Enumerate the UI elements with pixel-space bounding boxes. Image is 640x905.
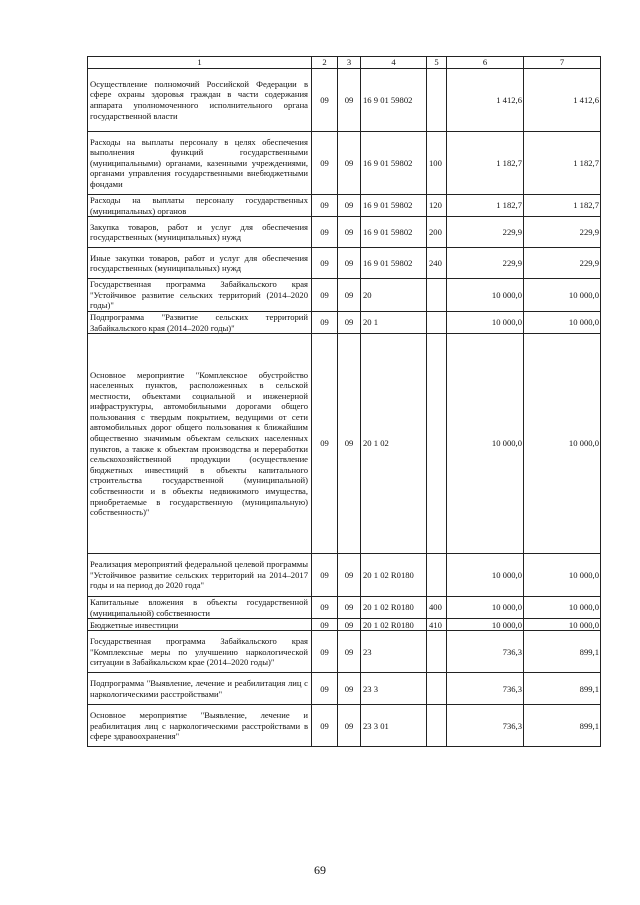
row-subsection: 09	[338, 132, 361, 195]
row-amount-year-1: 736,3	[447, 673, 524, 705]
row-subsection: 09	[338, 705, 361, 747]
row-amount-year-1: 229,9	[447, 248, 524, 279]
table-row	[88, 597, 601, 619]
row-expense-type	[427, 631, 447, 673]
row-section: 09	[312, 334, 338, 554]
header-col-4: 4	[361, 57, 427, 69]
row-name: Осуществление полномочий Российской Федерации в сфере охраны здоровья граждан в части содержания аппарата уполномоченного исполнительного органа государственной власти	[88, 69, 312, 132]
row-expense-type	[427, 279, 447, 312]
row-amount-year-2: 1 412,6	[524, 69, 601, 132]
header-col-6: 6	[447, 57, 524, 69]
row-name: Расходы на выплаты персоналу в целях обеспечения выполнения функций государственными (муниципальными) органами, казенными учреждениями, органами управления государственными внебюджетными фондами	[88, 132, 312, 195]
row-expense-type	[427, 69, 447, 132]
row-name: Подпрограмма "Выявление, лечение и реабилитация лиц с наркологическими расстройствами"	[88, 673, 312, 705]
row-amount-year-2: 10 000,0	[524, 554, 601, 597]
row-name: Капитальные вложения в объекты государственной (муниципальной) собственности	[88, 597, 312, 619]
row-name: Основное мероприятие "Комплексное обустройство населенных пунктов, расположенных в сельской местности, объектами социальной и инженерной инфраструктуры, автомобильными дорогами общего пользования с твердым покрытием, ведущими от сети автомобильных дорог общего пользования к ближайшим общественно значимым объектам сельских населенных пунктов, а также к объектам производства и переработки сельскохозяйственной продукции (осуществление бюджетных инвестиций в объекты капитального строительства государственной (муниципальной) собственности и в объекты недвижимого имущества, приобретаемые в государственную (муниципальную) собственность)"	[88, 334, 312, 554]
table-row	[88, 248, 601, 279]
row-amount-year-1: 1 182,7	[447, 195, 524, 217]
header-row	[88, 57, 601, 69]
row-name: Реализация мероприятий федеральной целевой программы "Устойчивое развитие сельских территорий на 2014–2017 годы и на период до 2020 года"	[88, 554, 312, 597]
row-amount-year-2: 10 000,0	[524, 311, 601, 333]
row-name: Расходы на выплаты персоналу государственных (муниципальных) органов	[88, 195, 312, 217]
table-row	[88, 132, 601, 195]
header-col-1: 1	[88, 57, 312, 69]
row-target-code: 23	[361, 631, 427, 673]
header-col-2: 2	[312, 57, 338, 69]
table-row	[88, 279, 601, 312]
row-subsection: 09	[338, 554, 361, 597]
row-name: Основное мероприятие "Выявление, лечение и реабилитация лиц с наркологическими расстройствами в сфере здравоохранения"	[88, 705, 312, 747]
row-subsection: 09	[338, 631, 361, 673]
row-subsection: 09	[338, 248, 361, 279]
table-row	[88, 311, 601, 333]
row-amount-year-1: 10 000,0	[447, 279, 524, 312]
row-target-code: 20 1 02 R0180	[361, 554, 427, 597]
row-target-code: 16 9 01 59802	[361, 248, 427, 279]
row-name: Государственная программа Забайкальского края "Комплексные меры по улучшению наркологической ситуации в Забайкальском крае (2014–2020 годы)"	[88, 631, 312, 673]
table-row	[88, 705, 601, 747]
row-name: Подпрограмма "Развитие сельских территорий Забайкальского края (2014–2020 годы)"	[88, 311, 312, 333]
row-expense-type: 240	[427, 248, 447, 279]
row-subsection: 09	[338, 69, 361, 132]
row-section: 09	[312, 279, 338, 312]
row-section: 09	[312, 217, 338, 248]
row-name: Закупка товаров, работ и услуг для обеспечения государственных (муниципальных) нужд	[88, 217, 312, 248]
row-amount-year-1: 736,3	[447, 705, 524, 747]
row-target-code: 20 1 02 R0180	[361, 597, 427, 619]
table-row	[88, 619, 601, 631]
row-target-code: 20 1 02	[361, 334, 427, 554]
row-section: 09	[312, 631, 338, 673]
row-amount-year-2: 229,9	[524, 217, 601, 248]
row-expense-type: 100	[427, 132, 447, 195]
row-amount-year-1: 1 412,6	[447, 69, 524, 132]
row-section: 09	[312, 132, 338, 195]
row-subsection: 09	[338, 619, 361, 631]
row-amount-year-2: 229,9	[524, 248, 601, 279]
row-subsection: 09	[338, 217, 361, 248]
row-target-code: 23 3 01	[361, 705, 427, 747]
row-section: 09	[312, 248, 338, 279]
row-expense-type: 400	[427, 597, 447, 619]
row-amount-year-2: 10 000,0	[524, 619, 601, 631]
row-amount-year-1: 10 000,0	[447, 334, 524, 554]
row-expense-type	[427, 311, 447, 333]
row-subsection: 09	[338, 279, 361, 312]
row-expense-type	[427, 334, 447, 554]
row-amount-year-1: 10 000,0	[447, 554, 524, 597]
row-target-code: 16 9 01 59802	[361, 132, 427, 195]
row-expense-type	[427, 705, 447, 747]
row-expense-type: 200	[427, 217, 447, 248]
row-amount-year-1: 10 000,0	[447, 619, 524, 631]
row-target-code: 16 9 01 59802	[361, 217, 427, 248]
row-target-code: 16 9 01 59802	[361, 195, 427, 217]
row-expense-type	[427, 554, 447, 597]
row-subsection: 09	[338, 195, 361, 217]
row-amount-year-2: 899,1	[524, 705, 601, 747]
row-section: 09	[312, 619, 338, 631]
row-amount-year-1: 736,3	[447, 631, 524, 673]
row-subsection: 09	[338, 597, 361, 619]
row-section: 09	[312, 554, 338, 597]
row-name: Иные закупки товаров, работ и услуг для обеспечения государственных (муниципальных) нужд	[88, 248, 312, 279]
row-section: 09	[312, 705, 338, 747]
row-target-code: 16 9 01 59802	[361, 69, 427, 132]
row-amount-year-2: 899,1	[524, 631, 601, 673]
header-col-7: 7	[524, 57, 601, 69]
budget-table	[87, 56, 601, 747]
row-subsection: 09	[338, 673, 361, 705]
row-target-code: 23 3	[361, 673, 427, 705]
row-expense-type	[427, 673, 447, 705]
row-name: Бюджетные инвестиции	[88, 619, 312, 631]
table-row	[88, 195, 601, 217]
table-row	[88, 554, 601, 597]
row-amount-year-1: 229,9	[447, 217, 524, 248]
row-name: Государственная программа Забайкальского края "Устойчивое развитие сельских территорий (2014–2020 годы)"	[88, 279, 312, 312]
row-amount-year-1: 1 182,7	[447, 132, 524, 195]
row-subsection: 09	[338, 311, 361, 333]
table-row	[88, 631, 601, 673]
row-amount-year-2: 10 000,0	[524, 597, 601, 619]
row-section: 09	[312, 673, 338, 705]
row-section: 09	[312, 195, 338, 217]
table-row	[88, 217, 601, 248]
row-subsection: 09	[338, 334, 361, 554]
page-number: 69	[314, 863, 326, 877]
row-amount-year-1: 10 000,0	[447, 597, 524, 619]
row-section: 09	[312, 311, 338, 333]
row-amount-year-2: 1 182,7	[524, 195, 601, 217]
row-amount-year-1: 10 000,0	[447, 311, 524, 333]
row-section: 09	[312, 69, 338, 132]
table-row	[88, 69, 601, 132]
header-col-3: 3	[338, 57, 361, 69]
table-row	[88, 334, 601, 554]
row-amount-year-2: 899,1	[524, 673, 601, 705]
row-target-code: 20 1 02 R0180	[361, 619, 427, 631]
row-amount-year-2: 1 182,7	[524, 132, 601, 195]
row-target-code: 20 1	[361, 311, 427, 333]
row-amount-year-2: 10 000,0	[524, 334, 601, 554]
header-col-5: 5	[427, 57, 447, 69]
row-expense-type: 120	[427, 195, 447, 217]
row-expense-type: 410	[427, 619, 447, 631]
table-row	[88, 673, 601, 705]
row-target-code: 20	[361, 279, 427, 312]
row-section: 09	[312, 597, 338, 619]
row-amount-year-2: 10 000,0	[524, 279, 601, 312]
